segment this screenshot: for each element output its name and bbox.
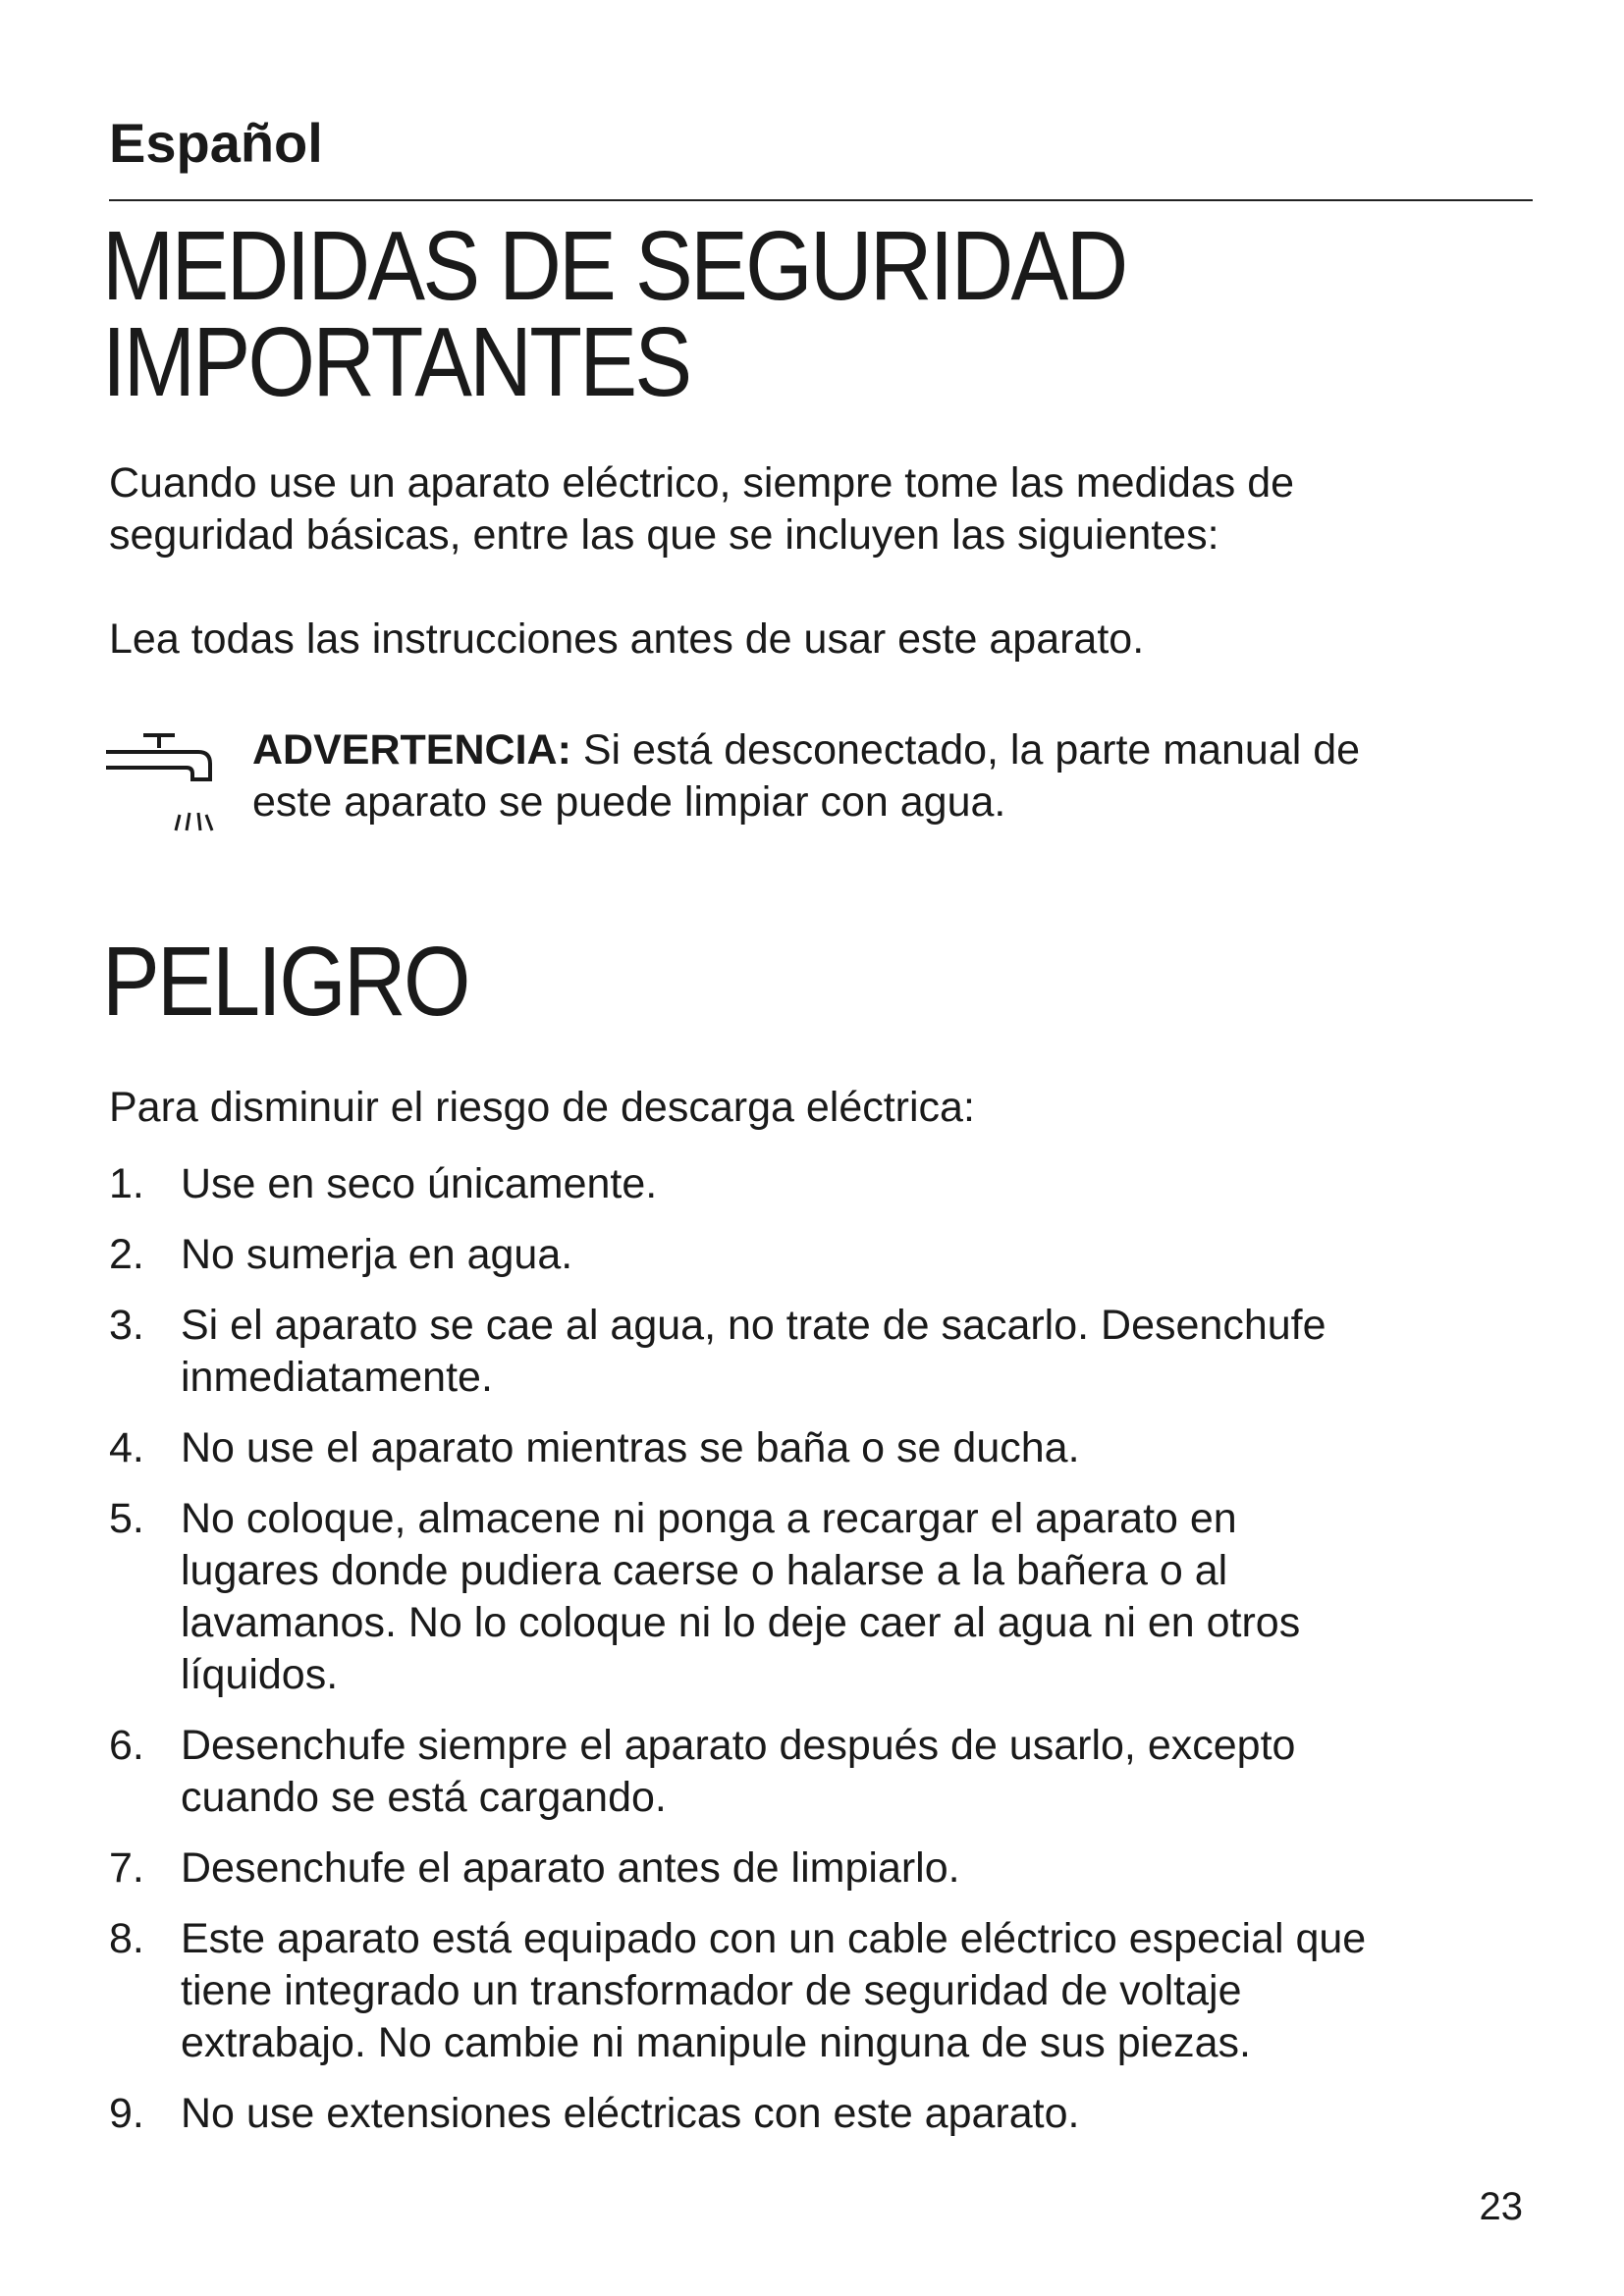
intro-line-1: Cuando use un aparato eléctrico, siempre tome las medidas de [109,459,1295,507]
warning-block [252,724,1360,828]
intro-line-2: seguridad básicas, entre las que se incluyen las siguientes: [109,511,1219,559]
warning-label: ADVERTENCIA: [252,726,571,774]
list-item [109,1493,1543,1701]
intro-paragraph [109,457,1294,561]
list-item-text: No coloque, almacene ni ponga a recargar el aparato en lugares donde pudiera caerse o halarse a la bañera o al lavamanos. No lo coloque ni lo deje caer al agua ni en otros líquidos. [181,1495,1301,1698]
page-title [102,211,1126,417]
page-title-line-2: IMPORTANTES [102,307,690,417]
list-item-number: 9. [109,2090,144,2137]
list-item-text: Este aparato está equipado con un cable eléctrico especial que tiene integrado un transformador de seguridad de voltaje extrabajo. No cambie ni manipule ninguna de sus piezas. [181,1915,1367,2066]
safety-list [109,1158,1543,2159]
header-divider [109,199,1533,201]
list-item [109,1422,1543,1474]
page-title-line-1: MEDIDAS DE SEGURIDAD [102,211,1126,321]
list-item-text: No sumerja en agua. [181,1231,573,1278]
list-item-text: Desenchufe el aparato antes de limpiarlo. [181,1844,960,1892]
list-item-text: Use en seco únicamente. [181,1160,658,1207]
list-item-text: No use el aparato mientras se baña o se ducha. [181,1424,1080,1471]
list-item-number: 7. [109,1844,144,1892]
list-item [109,1229,1543,1281]
faucet-water-icon [104,728,224,848]
list-item [109,1720,1543,1824]
list-item-text: Desenchufe siempre el aparato después de usarlo, excepto cuando se está cargando. [181,1722,1296,1821]
warning-text-1: Si está desconectado, la parte manual de [570,726,1361,774]
list-item-number: 8. [109,1915,144,1962]
list-item [109,1158,1543,1210]
list-item-number: 3. [109,1302,144,1349]
list-item-text: No use extensiones eléctricas con este aparato. [181,2090,1080,2137]
list-item [109,1842,1543,1895]
warning-line-2: este aparato se puede limpiar con agua. [252,778,1006,826]
danger-intro: Para disminuir el riesgo de descarga eléctrica: [109,1084,975,1131]
read-instructions-text: Lea todas las instrucciones antes de usar este aparato. [109,615,1145,663]
list-item-number: 5. [109,1495,144,1542]
list-item [109,1300,1543,1404]
list-item-text: Si el aparato se cae al agua, no trate de sacarlo. Desenchufe inmediatamente. [181,1302,1326,1401]
list-item-number: 1. [109,1160,144,1207]
language-heading: Español [109,112,323,174]
list-item-number: 6. [109,1722,144,1769]
list-item-number: 2. [109,1231,144,1278]
warning-line-1 [252,724,1360,776]
list-item [109,1913,1543,2069]
list-item [109,2088,1543,2140]
page-number: 23 [1479,2185,1523,2228]
list-item-number: 4. [109,1424,144,1471]
danger-heading: PELIGRO [102,927,468,1037]
